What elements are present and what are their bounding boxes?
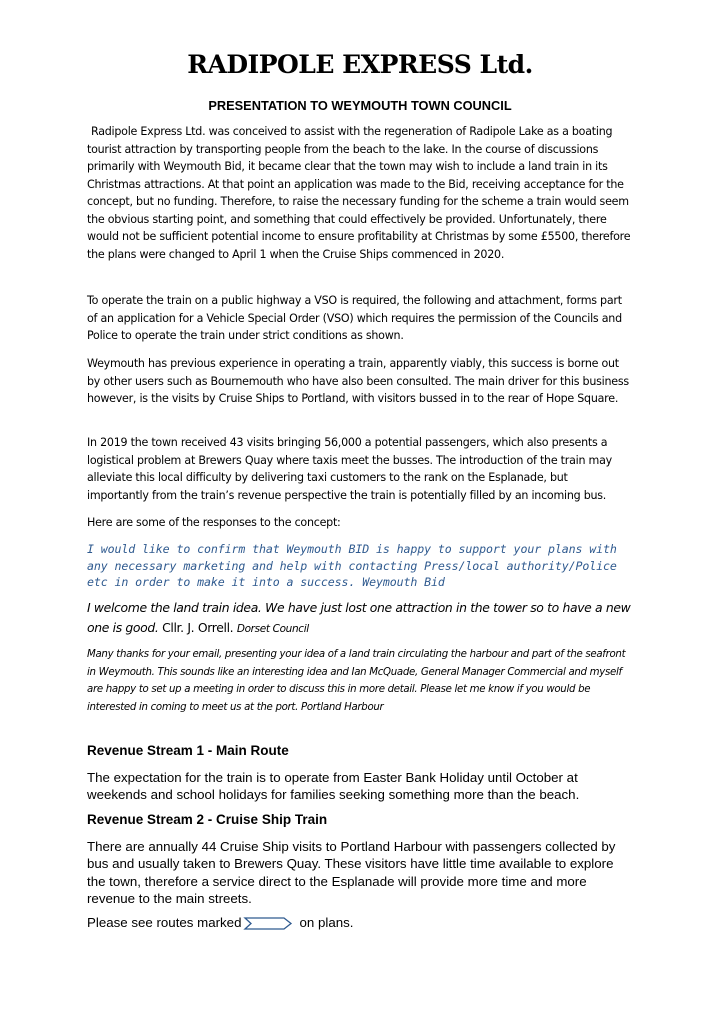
quote-council-text: I welcome the land train idea. We have just lost one attraction in the tower so to have a new one is good. (87, 600, 631, 635)
paragraph-vso: To operate the train on a public highway a VSO is required, the following and attachment, forms part of an application for a Vehicle Special Order (VSO) which requires the permission of the Councils and Police to operate the train under strict conditions as shown. (87, 294, 622, 342)
paragraph-experience: Weymouth has previous experience in operating a train, apparently viably, this success is borne out by other users such as Bournemouth who have also been consulted. The main driver for this business however, is the visits by Cruise Ships to Portland, with visitors bussed in to the rear of Hope Square. (87, 357, 629, 405)
quote-portland-harbour: Many thanks for your email, presenting your idea of a land train circulating the harbour and part of the seafront in Weymouth. This sounds like an interesting idea and Ian McQuade, General Manager Commercial and myself are happy to set up a meeting in order to discuss this in more detail. Please let me know if you would be interested in coming to meet us at the port. Portland Harbour (87, 649, 626, 713)
document-subtitle: PRESENTATION TO WEYMOUTH TOWN COUNCIL (208, 98, 512, 113)
paragraph-revenue-stream-2: There are annually 44 Cruise Ship visits to Portland Harbour with passengers collected by bus and usually taken to Brewers Quay. These visitors have little time available to explore the town, therefore a service direct to the Esplanade will provide more time and more revenue to the main streets. (87, 839, 616, 906)
paragraph-responses-intro: Here are some of the responses to the concept: (87, 516, 341, 529)
paragraph-cruise-visits: In 2019 the town received 43 visits bringing 56,000 a potential passengers, which also presents a logistical problem at Brewers Quay where taxis meet the busses. The introduction of the train may alleviate this local difficulty by delivering taxi customers to the rank on the Esplanade, but importantly from the train’s revenue perspective the train is potentially filled by an incoming bus. (87, 436, 612, 502)
quote-council-name: Cllr. J. Orrell. (162, 620, 234, 635)
heading-revenue-stream-1: Revenue Stream 1 - Main Route (87, 743, 289, 758)
document-title: RADIPOLE EXPRESS Ltd. (187, 50, 533, 79)
paragraph-revenue-stream-1: The expectation for the train is to operate from Easter Bank Holiday until October at weekends and school holidays for families seeking something more than the beach. (87, 770, 580, 803)
quote-council-org: Dorset Council (236, 623, 309, 635)
routes-note-before: Please see routes marked (87, 915, 242, 930)
routes-note (87, 914, 632, 931)
routes-note-after: on plans. (299, 915, 354, 930)
paragraph-intro: Radipole Express Ltd. was conceived to assist with the regeneration of Radipole Lake as a boating tourist attraction by transporting people from the beach to the lake. In the course of discussions primarily with Weymouth Bid, it became clear that the town may wish to include a land train in its Christmas attractions. At that point an application was made to the Bid, receiving acceptance for the concept, but no funding. Therefore, to raise the necessary funding for the scheme a train would seem the obvious starting point, and something that could effectively be provided. Unfortunately, there would not be sufficient potential income to ensure profitability at Christmas by some £5500, therefore the plans were changed to April 1 when the Cruise Ships commenced in 2020. (87, 125, 631, 261)
quote-weymouth-bid: I would like to confirm that Weymouth BID is happy to support your plans with any necessary marketing and help with contacting Press/local authority/Police etc in order to make it into a success. Weymouth Bid (87, 542, 617, 590)
route-arrow-icon (243, 916, 293, 931)
heading-revenue-stream-2: Revenue Stream 2 - Cruise Ship Train (87, 812, 328, 827)
quote-council (87, 598, 632, 639)
